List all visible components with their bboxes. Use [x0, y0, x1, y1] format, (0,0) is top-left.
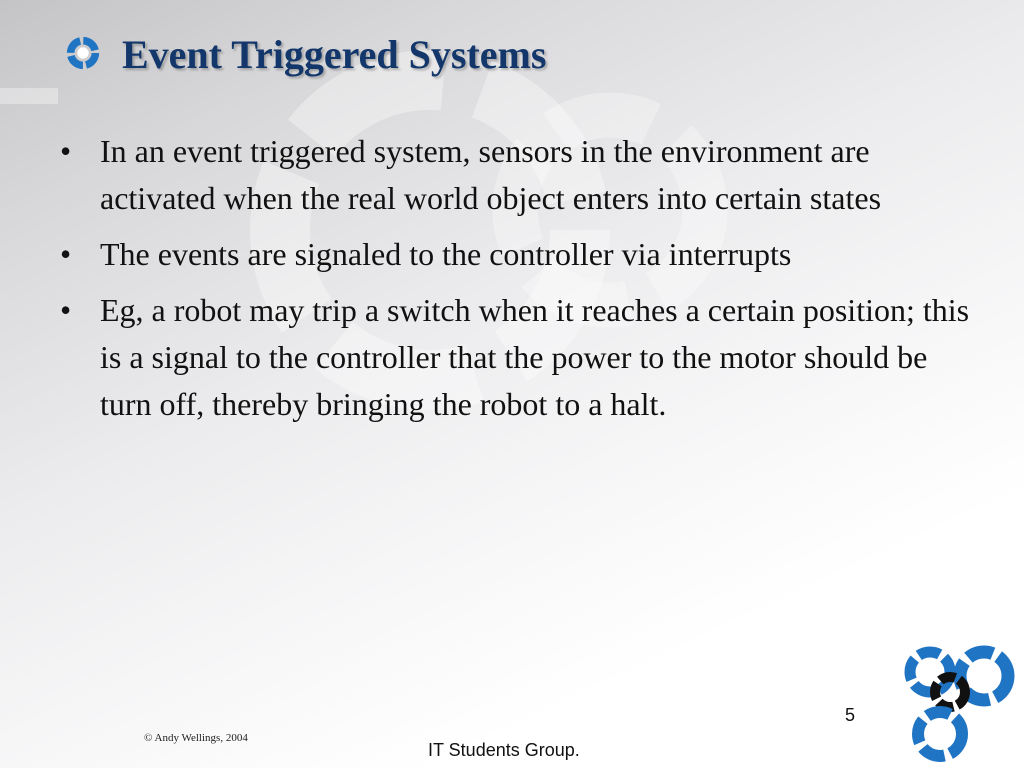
bullet-text: Eg, a robot may trip a switch when it reaches a certain position; this is a signal to the controller that the power to the motor should be turn off, thereby bringing the robot to a halt. [100, 292, 970, 422]
bullet-text: In an event triggered system, sensors in the environment are activated when the real world object enters into certain states [100, 133, 882, 216]
ring-cluster-logo [900, 640, 1020, 764]
bullet-text: The events are signaled to the controller via interrupts [100, 236, 792, 272]
bullet-list [58, 128, 978, 437]
bullet-item [58, 231, 978, 278]
bullet-dot: • [60, 133, 72, 169]
bullet-dot: • [60, 292, 72, 328]
blue-ring-icon [64, 34, 102, 72]
page-number: 5 [845, 705, 856, 725]
bullet-item [58, 287, 978, 428]
footer-group-name: IT Students Group. [428, 740, 580, 760]
slide-title: Event Triggered Systems [122, 32, 547, 77]
copyright-text: © Andy Wellings, 2004 [144, 732, 248, 744]
bullet-dot: • [60, 236, 72, 272]
bullet-item [58, 128, 978, 222]
